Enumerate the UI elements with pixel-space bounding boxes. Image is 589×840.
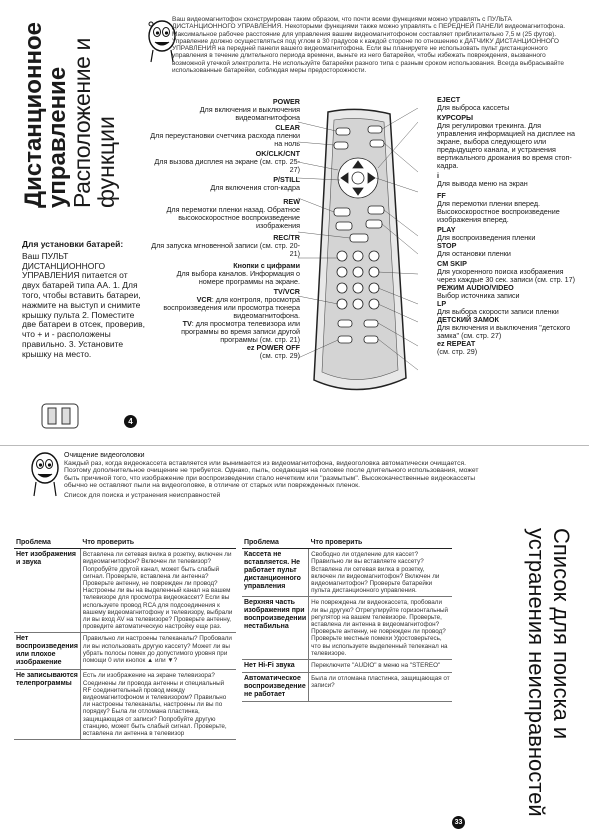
page-divider — [0, 445, 589, 446]
mascot-icon — [28, 450, 62, 498]
battery-heading: Для установки батарей: — [22, 239, 124, 249]
table-row: Нет изображения и звука Вставлена ли сетевая вилка в розетку, включен ли видеомагнитофон? Включен ли телевизор? Попробуйте другой канал, может быть слабый сигнал. Проверьте, вставлена ли антенна? Проверьте антенну, не поврежден ли провод? Настроены ли вы на выделенный канал на вашем телевизоре для просмотра видеокассет? Если вы используете провод RCA для подсоединения к вашему видеомагнитофону и телевизору, выбрали ли вы вход AV на телевизоре? Проверьте антенну, проведите автоматическую настройку еще раз. — [14, 549, 236, 633]
troubleshooting-table-right — [242, 537, 452, 702]
cleaning-heading: Очищение видеоголовки — [64, 452, 145, 459]
label-audio-video: РЕЖИМ AUDIO/VIDEO Выбор источника записи — [437, 283, 520, 300]
table-row: Автоматическое воспроизведение не работает Была ли отломана пластинка, защищающая от записи? — [242, 673, 452, 702]
title-line-1: Дистанционное — [20, 22, 47, 208]
label-digit-buttons: Кнопки с цифрами Для выбора каналов. Информация о номере программы на экране. — [176, 261, 300, 286]
table-row: Верхняя часть изображения при воспроизведении нестабильна Не повреждена ли видеокассета, пробовали ли вы другую? Отрегулируйте горизонтальный регулятор на вашем телевизоре. Проверьте, вставлена ли антенна в видеомагнитофон? Проверьте антенну, не поврежден ли провод? Проверьте местные помехи Удостоверьтесь, что вы используете выделенный телеканал на телевизоре. — [242, 597, 452, 660]
table-row: Кассета не вставляется. Не работает пульт дистанционного управления Свободно ли отделение для кассет? Правильно ли вы вставляете кассету? Вставлена ли сетевая вилка в розетку, включен ли видеомагнитофон? Включен ли видеомагнитофон? Проверьте батарейки пульта дистанционного управления. — [242, 549, 452, 597]
title-line-1: Список для поиска и — [549, 528, 574, 740]
table-header — [14, 537, 236, 549]
right-button-labels — [437, 96, 582, 356]
troubleshooting-table-left — [14, 537, 236, 740]
title-line-2: устранения неисправностей — [524, 528, 549, 817]
title-line-3: Расположение и — [69, 38, 95, 208]
label-rew: REW Для перемотки пленки назад. Обратное высокоскоростное воспроизведение изображения — [166, 197, 300, 230]
label-eject: EJECT Для выброса кассеты — [437, 95, 510, 112]
cleaning-text: Каждый раз, когда видеокассета вставляется или вынимается из видеомагнитофона, видеоголовка автоматически очищается. Поэтому дополнительное очищение не требуется. Однако, пыль, оседающая на головке после длительного использования, может быть причиной того, что изображение при воспроизведении стало нечетким или "размытым". Высококачественные видеокассеты обычно не оставляют пыли на видеоголовке, в отличие от старых или поврежденных пленок. — [64, 459, 479, 490]
title-line-2: управление — [44, 66, 71, 208]
page-marker-top: 4 — [124, 415, 137, 428]
table-row: Не записываются телепрограммы Есть ли изображение на экране телевизора? Соединены ли провода антенны и специальный RF соединительный провод между видеомагнитофоном и телевизором? Правильно ли настроены телеканалы, настроены ли вы по порядку? Была ли отломана пластинка, защищающая от записи? Попробуйте другую станцию, может быть слабый сигнал. Проверьте, вставлена ли антенна в телевизор — [14, 670, 236, 740]
title-line-4: функции — [93, 116, 119, 208]
label-rec-tr: REC/TR Для запуска мгновенной записи (см. стр. 20-21) — [151, 233, 300, 258]
label-vcr: VCR: для контроля, просмотра воспроизведения или просмотра тюнера видеомагнитофона. — [163, 295, 300, 320]
left-button-labels — [150, 98, 300, 360]
label-cm-skip: CM SKIP Для ускоренного поиска изображения через каждые 30 сек. записи (см. стр. 17) — [437, 259, 576, 284]
label-tv: TV: для просмотра телевизора или программы во время записи другой программы (см. стр. 21) — [181, 319, 300, 344]
battery-text: Ваш ПУЛЬТ ДИСТАНЦИОННОГО УПРАВЛЕНИЯ питается от двух батарей типа АА. 1. Для того, чтобы вставить батареи, нажмите на выступ и снимите крышку пульта 2. Поместите две батареи в отсек, проверив, что + и - расположены правильно. 3. Установите крышку на место. — [22, 250, 145, 359]
col-problem: Проблема — [14, 537, 80, 549]
label-stop: STOP Для остановки пленки — [437, 241, 511, 258]
label-ff: FF Для перемотки пленки вперед. Высокоскоростное воспроизведение изображения вперед. — [437, 191, 560, 224]
label-cursors: КУРСОРЫ Для регулировки трекинга. Для управления информацией на дисплее на экране, выбора следующего или предыдущего канала, и устранения вертикального дрожания во время стоп-кадра. — [437, 113, 575, 170]
col-problem: Проблема — [242, 537, 309, 549]
table-header — [242, 537, 452, 549]
label-child-lock: ДЕТСКИЙ ЗАМОК Для включения и выключения "детского замка" (см. стр. 27) — [437, 315, 571, 340]
section-title-remote — [22, 13, 118, 208]
label-ez-repeat: ez REPEAT (см. стр. 29) — [437, 339, 478, 356]
label-power: POWER Для включения и выключения видеомагнитофона — [199, 97, 300, 122]
remote-control-illustration — [298, 108, 418, 398]
label-clear: CLEAR Для переустановки счетчика расхода пленки на ноль — [150, 123, 300, 148]
label-ok-clk-cnt: OK/CLK/CNT Для вызова дисплея на экране (см. стр. 25-27) — [154, 149, 300, 174]
page-marker-bottom: 33 — [452, 816, 465, 829]
label-tv-vcr: TV/VCR — [273, 287, 300, 296]
label-p-still: P/STILL Для включения стоп-кадра — [210, 175, 300, 192]
battery-instructions — [22, 240, 147, 360]
col-check: Что проверить — [309, 537, 452, 549]
battery-compartment-icon — [40, 402, 80, 430]
label-ez-power-off: ez POWER OFF (см. стр. 29) — [246, 343, 300, 360]
head-cleaning-section — [64, 452, 494, 500]
troubleshooting-subtitle: Список для поиска и устранения неисправностей — [64, 491, 221, 499]
col-check: Что проверить — [80, 537, 236, 549]
table-row: Нет воспроизведения или плохое изображение Правильно ли настроены телеканалы? Пробовали ли вы использовать другую кассету? Может ли вы убрать полосы помех до допустимого уровня при помощи 0 или кнопок ▲ или ▼? — [14, 633, 236, 670]
section-title-troubleshooting — [524, 528, 574, 818]
label-play: PLAY Для воспроизведения пленки — [437, 225, 536, 242]
label-i: i Для вывода меню на экран — [437, 171, 528, 188]
table-row: Нет Hi-Fi звука Переключите "AUDIO" в меню на "STEREO" — [242, 660, 452, 673]
label-lp: LP Для выбора скорости записи пленки — [437, 299, 559, 316]
intro-text: Ваш видеомагнитофон сконструирован таким образом, что почти всеми функциями можно управлять с ПУЛЬТА ДИСТАНЦИОННОГО УПРАВЛЕНИЯ. Некоторыми функциями также можно управлять с ПЕРЕДНЕЙ ПАНЕЛИ видеомагнитофона. Максимальное рабочее расстояние для управления вашим видеомагнитофоном составляет приблизительно 7,5 м (25 футов). Управление должно осуществляться под углом в 30 градусов к каждой стороне по отношению к ДАТЧИКУ ДИСТАНЦИОННОГО УПРАВЛЕНИЯ на передней панели вашего видеомагнитофона. Если вы планируете не использовать пульт дистанционного управления в течение длительного периода времени, выньте из него батарейки, чтобы избежать повреждения, вызванного возможной утечкой электролита. Не используйте батарейки разного типа с разным сроком использования. Всегда выбрасывайте использованные батарейки, соблюдая меры предосторожности. — [172, 16, 566, 75]
